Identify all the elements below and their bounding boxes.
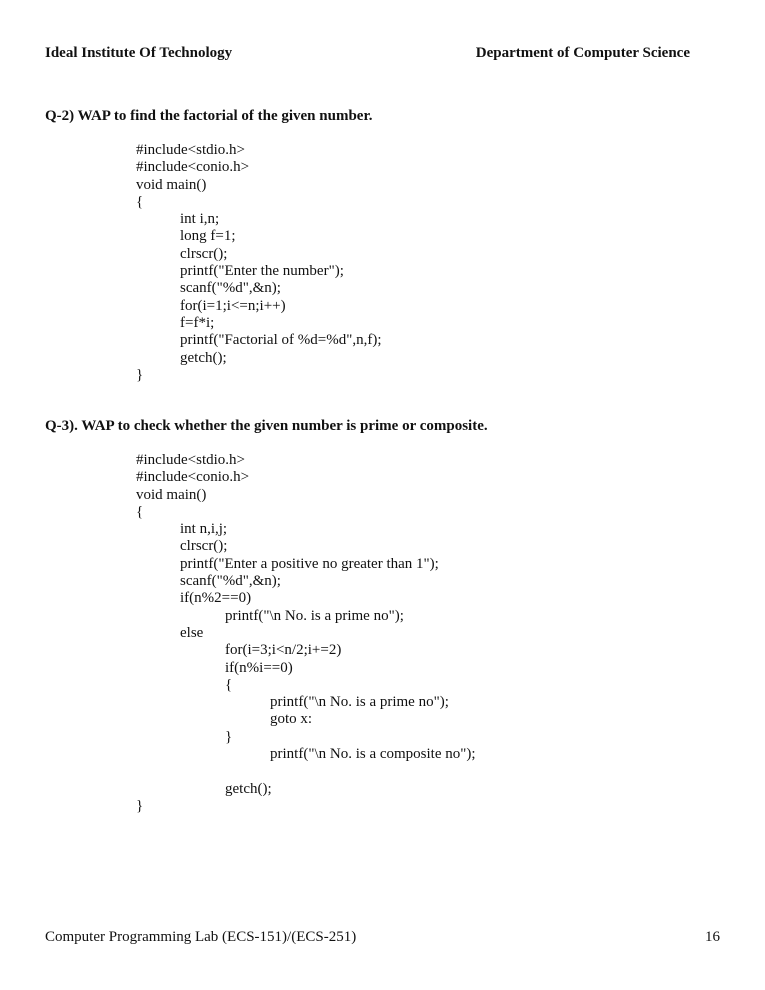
department-name: Department of Computer Science (475, 45, 690, 61)
code-line: long f=1; (180, 228, 236, 245)
code-line: goto x: (270, 711, 313, 728)
code-line: } (136, 366, 144, 383)
code-line: if(n%i==0) (225, 659, 293, 676)
code-line: printf("Enter the number"); (180, 263, 344, 280)
question-2-title: Q-2) WAP to find the factorial of the given number. (45, 108, 373, 124)
code-line: int n,i,j; (180, 521, 228, 538)
code-line: { (225, 676, 233, 693)
factorial-code-block (136, 142, 381, 384)
question-3-title: Q-3). WAP to check whether the given number is prime or composite. (45, 418, 488, 434)
code-line: printf("\n No. is a prime no"); (270, 694, 449, 711)
code-line: printf("\n No. is a prime no"); (225, 607, 404, 624)
code-line: } (136, 797, 144, 814)
page-number: 16 (705, 929, 720, 945)
code-line: int i,n; (180, 211, 220, 228)
code-line: printf("Enter a positive no greater than 1"); (180, 555, 439, 572)
code-line: void main() (136, 486, 207, 503)
code-line: printf("Factorial of %d=%d",n,f); (180, 332, 382, 349)
code-line: printf("\n No. is a composite no"); (270, 746, 476, 763)
prime-code-block (136, 452, 476, 815)
code-line: for(i=3;i<n/2;i+=2) (225, 642, 342, 659)
institute-name: Ideal Institute Of Technology (45, 45, 233, 61)
code-line: f=f*i; (180, 314, 215, 331)
code-line: getch(); (225, 780, 272, 797)
code-line: scanf("%d",&n); (180, 280, 281, 297)
code-line: #include<conio.h> (136, 159, 250, 176)
code-line: clrscr(); (180, 538, 228, 555)
code-line: for(i=1;i<=n;i++) (180, 297, 286, 314)
code-line: getch(); (180, 349, 227, 366)
code-line: else (180, 624, 204, 641)
code-line: #include<stdio.h> (136, 142, 245, 158)
code-line: #include<conio.h> (136, 469, 250, 486)
code-line: void main() (136, 176, 207, 193)
code-line: { (136, 503, 144, 520)
course-title: Computer Programming Lab (ECS-151)/(ECS-251) (45, 929, 357, 945)
code-line: scanf("%d",&n); (180, 573, 281, 590)
code-line: #include<stdio.h> (136, 452, 245, 468)
code-line: { (136, 193, 144, 210)
code-line-blank (136, 763, 476, 780)
code-line: } (225, 728, 233, 745)
code-line: if(n%2==0) (180, 590, 252, 607)
code-line: clrscr(); (180, 245, 228, 262)
